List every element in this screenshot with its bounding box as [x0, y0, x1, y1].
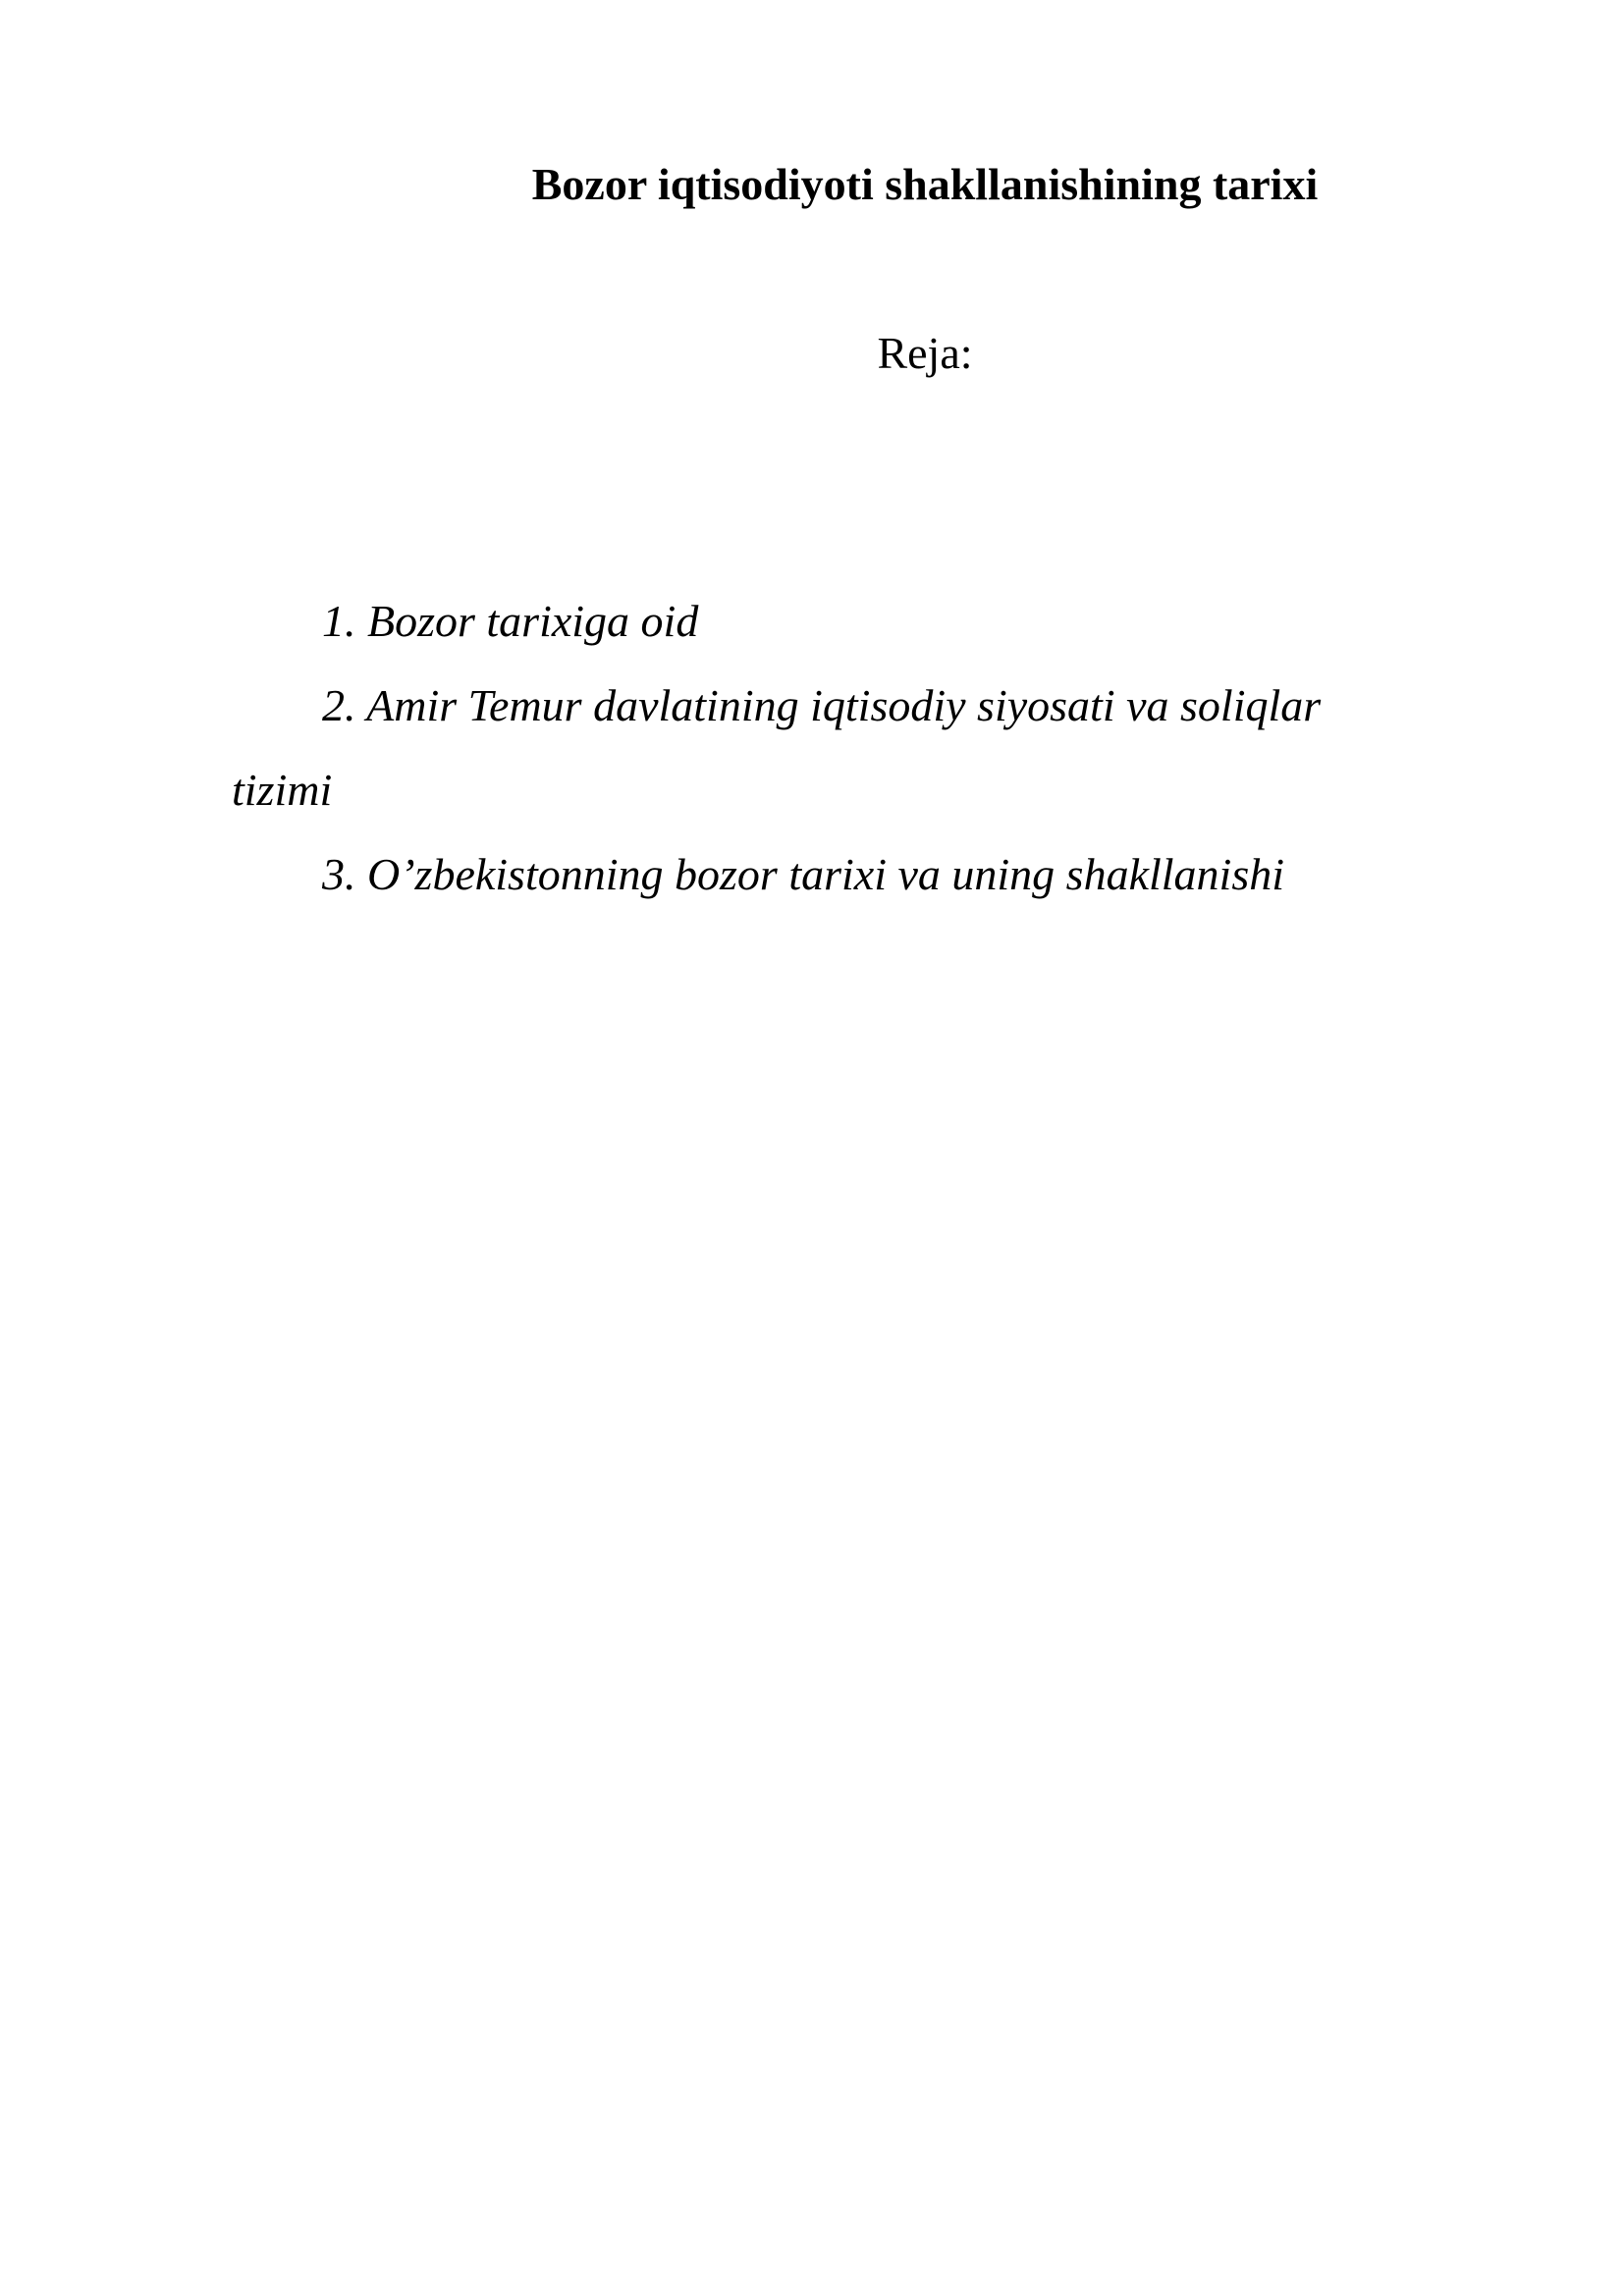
- plan-list: [232, 579, 1432, 917]
- plan-item-2: 2. Amir Temur davlatining iqtisodiy siyosati va soliqlar tizimi: [232, 680, 1322, 815]
- plan-item-1: 1. Bozor tarixiga oid: [322, 596, 699, 646]
- document-title: Bozor iqtisodiyoti shakllanishining tarixi: [531, 159, 1319, 209]
- plan-item-3: 3. O’zbekistonning bozor tarixi va uning shakllanishi: [322, 849, 1285, 899]
- plan-heading: Reja:: [877, 328, 973, 378]
